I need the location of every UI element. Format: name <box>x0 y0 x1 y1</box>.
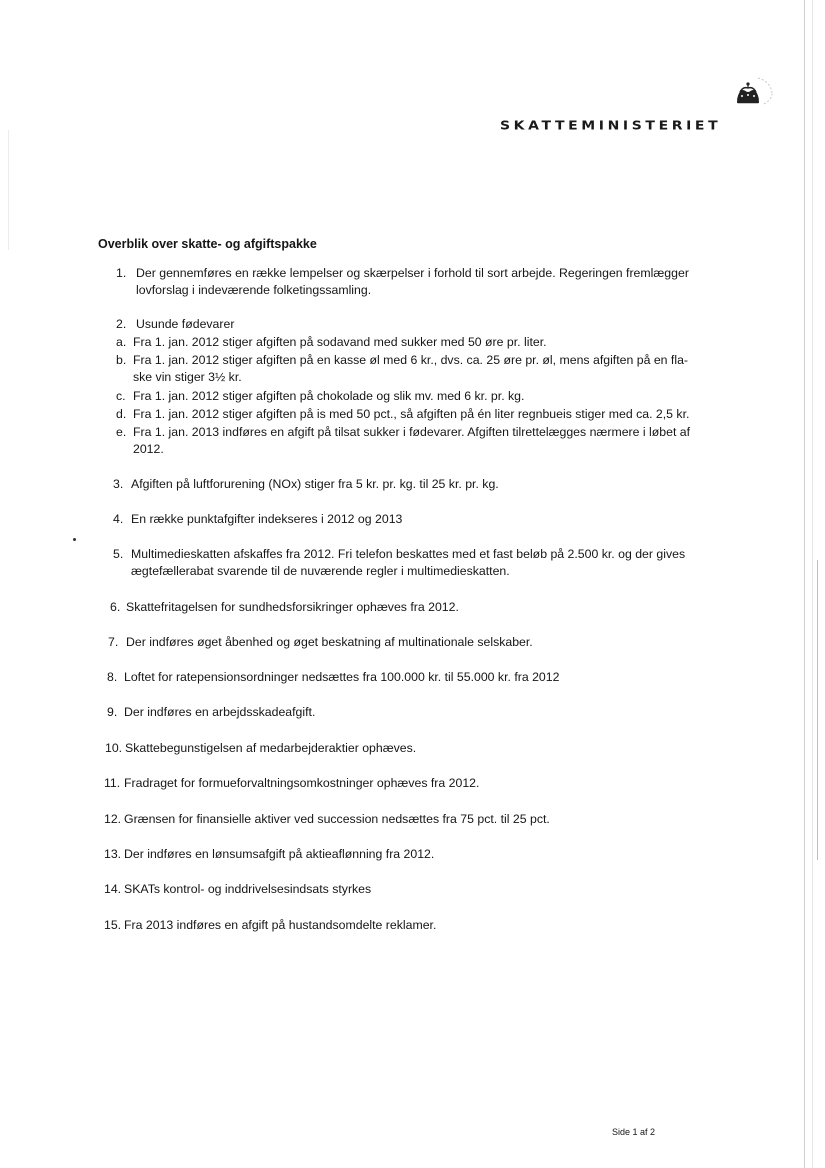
item-number: 14. <box>104 882 122 896</box>
document-title: Overblik over skatte- og afgiftspakke <box>98 237 317 251</box>
item-number: 10. <box>105 741 123 755</box>
item-line: Der indføres øget åbenhed og øget beskatning af multinationale selskaber. <box>126 635 533 649</box>
item-number: 4. <box>113 512 124 526</box>
item-letter: e. <box>116 425 127 439</box>
scan-edge-line <box>804 0 805 1168</box>
scan-edge-line <box>812 0 813 1168</box>
item-letter: b. <box>116 353 127 367</box>
item-number: 5. <box>113 547 124 561</box>
item-line: Usunde fødevarer <box>136 317 235 331</box>
item-line: Grænsen for finansielle aktiver ved succession nedsættes fra 75 pct. til 25 pct. <box>124 812 550 826</box>
item-number: 13. <box>104 847 122 861</box>
item-line: 2012. <box>133 442 164 456</box>
item-number: 2. <box>116 317 127 331</box>
item-line: ske vin stiger 3½ kr. <box>133 370 242 384</box>
item-number: 12. <box>104 812 122 826</box>
item-number: 9. <box>107 705 118 719</box>
item-number: 3. <box>113 477 124 491</box>
scan-edge-line <box>817 560 818 860</box>
item-number: 7. <box>108 635 119 649</box>
item-line: Fra 1. jan. 2012 stiger afgiften på en kasse øl med 6 kr., dvs. ca. 25 øre pr. øl, mens afgiften på en fla- <box>133 353 689 367</box>
item-line: lovforslag i indeværende folketingssamling. <box>136 283 372 297</box>
item-letter: c. <box>116 389 126 403</box>
item-line: SKATs kontrol- og inddrivelsesindsats styrkes <box>124 882 372 896</box>
page-number: Side 1 af 2 <box>612 1127 656 1137</box>
item-number: 11. <box>104 776 121 790</box>
scan-speck <box>73 538 76 541</box>
item-line: Skattefritagelsen for sundhedsforsikringer ophæves fra 2012. <box>126 600 459 614</box>
item-line: En række punktafgifter indekseres i 2012 og 2013 <box>131 512 403 526</box>
crown-icon <box>728 76 774 116</box>
item-line: Skattebegunstigelsen af medarbejderaktier ophæves. <box>125 741 417 755</box>
item-letter: d. <box>116 407 127 421</box>
item-line: Multimedieskatten afskaffes fra 2012. Fri telefon beskattes med et fast beløb på 2.500 kr. og der gives <box>131 547 686 561</box>
item-number: 1. <box>116 266 127 280</box>
item-line: Fra 2013 indføres en afgift på hustandsomdelte reklamer. <box>124 918 437 932</box>
item-line: Der gennemføres en række lempelser og skærpelser i forhold til sort arbejde. Regeringen fremlægger <box>136 266 689 280</box>
item-line: Loftet for ratepensionsordninger nedsættes fra 100.000 kr. til 55.000 kr. fra 2012 <box>124 670 560 684</box>
item-line: Afgiften på luftforurening (NOx) stiger fra 5 kr. pr. kg. til 25 kr. pr. kg. <box>131 477 499 491</box>
item-line: ægtefællerabat svarende til de nuværende regler i multimedieskatten. <box>131 564 510 578</box>
item-line: Der indføres en arbejdsskadeafgift. <box>124 705 316 719</box>
item-number: 15. <box>104 918 122 932</box>
item-line: Fra 1. jan. 2012 stiger afgiften på sodavand med sukker med 50 øre pr. liter. <box>133 335 547 349</box>
item-line: Fra 1. jan. 2012 stiger afgiften på is med 50 pct., så afgiften på én liter regnbueis stiger med ca. 2,5 kr. <box>133 407 690 421</box>
item-number: 6. <box>110 600 121 614</box>
item-line: Fradraget for formueforvaltningsomkostninger ophæves fra 2012. <box>124 776 480 790</box>
ministry-wordmark: SKATTEMINISTERIET <box>500 118 722 134</box>
item-line: Fra 1. jan. 2013 indføres en afgift på tilsat sukker i fødevarer. Afgiften tilrettelægges nærmere i løbet af <box>133 425 691 439</box>
item-letter: a. <box>116 335 127 349</box>
scan-edge-line <box>8 130 9 250</box>
item-number: 8. <box>107 670 118 684</box>
item-line: Fra 1. jan. 2012 stiger afgiften på chokolade og slik mv. med 6 kr. pr. kg. <box>133 389 525 403</box>
item-line: Der indføres en lønsumsafgift på aktieaflønning fra 2012. <box>124 847 435 861</box>
